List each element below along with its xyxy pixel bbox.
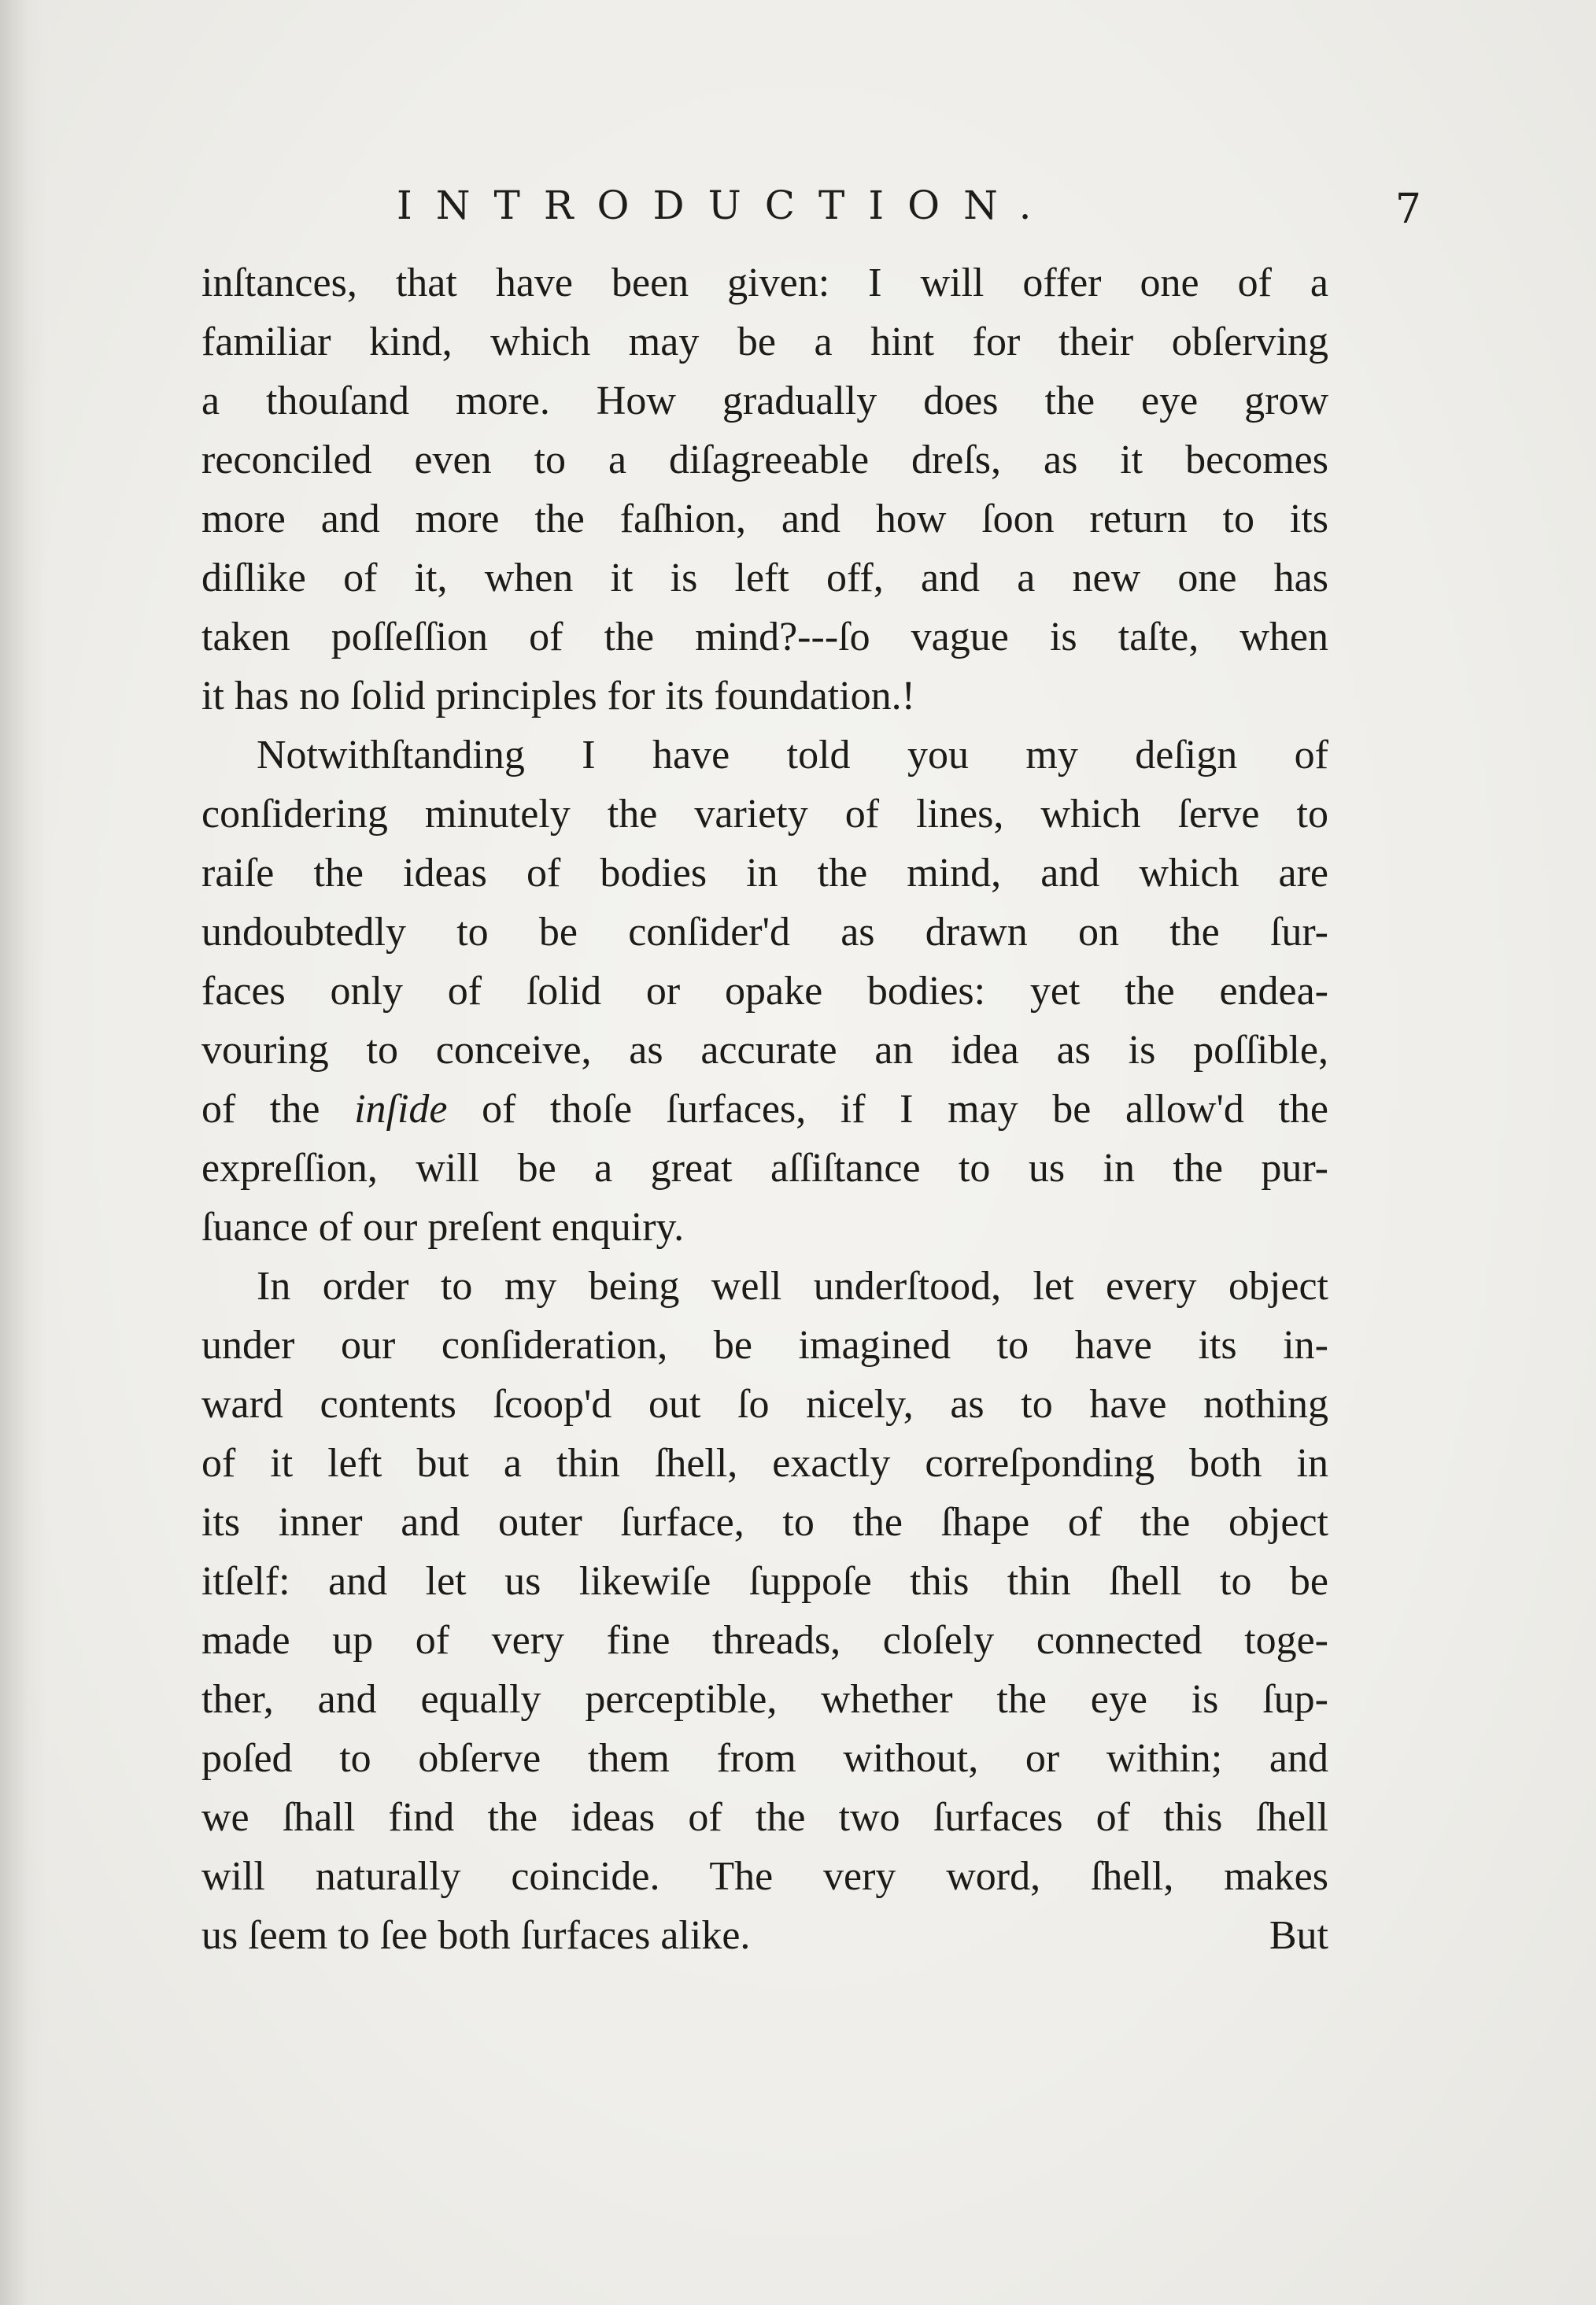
paragraph-2 <box>201 726 1328 1257</box>
text-line: expreſſion, will be a great aſſiſtance to us in the pur- <box>201 1146 1328 1191</box>
running-title: INTRODUCTION. <box>397 183 1055 228</box>
text-line: under our conſideration, be imagined to have its in- <box>201 1323 1328 1368</box>
text-line: familiar kind, which may be a hint for their obſerving <box>201 320 1328 364</box>
text-line: we ſhall find the ideas of the two ſurfaces of this ſhell <box>201 1795 1328 1840</box>
paragraph-3 <box>201 1257 1328 1965</box>
page-number: 7 <box>1395 186 1421 233</box>
paragraph-1 <box>201 253 1328 726</box>
text-line: it has no ſolid principles for its foundation.! <box>201 674 915 718</box>
text-line: reconciled even to a diſagreeable dreſs, as it becomes <box>201 438 1328 482</box>
text-line: conſidering minutely the variety of lines, which ſerve to <box>201 792 1328 837</box>
text-segment: of thoſe ſurfaces, if I may be allow'd the <box>447 1087 1328 1132</box>
text-line: more and more the faſhion, and how ſoon return to its <box>201 497 1328 541</box>
text-line: us ſeem to ſee both ſurfaces alike. <box>201 1913 751 1958</box>
text-line: its inner and outer ſurface, to the ſhape of the object <box>201 1500 1328 1545</box>
text-line: a thouſand more. How gradually does the eye grow <box>201 379 1328 423</box>
catchword: But <box>1269 1913 1328 1958</box>
last-line-with-catchword <box>201 1906 1328 1965</box>
italic-word: inſide <box>354 1087 448 1132</box>
text-line: ther, and equally perceptible, whether the eye is ſup- <box>201 1677 1328 1722</box>
text-segment: of the <box>201 1087 355 1132</box>
text-line: undoubtedly to be conſider'd as drawn on the ſur- <box>201 910 1328 955</box>
text-line: ward contents ſcoop'd out ſo nicely, as to have nothing <box>201 1382 1328 1427</box>
text-line: inſtances, that have been given: I will offer one of a <box>201 260 1328 305</box>
gutter-shadow <box>0 0 47 2305</box>
text-line: vouring to conceive, as accurate an idea as is poſſible, <box>201 1028 1328 1073</box>
text-line: Notwithſtanding I have told you my deſign of <box>257 733 1328 778</box>
body-text <box>201 253 1328 1965</box>
text-line: raiſe the ideas of bodies in the mind, and which are <box>201 851 1328 896</box>
text-line: will naturally coincide. The very word, ſhell, makes <box>201 1854 1328 1899</box>
text-line: ſuance of our preſent enquiry. <box>201 1205 685 1250</box>
text-line: made up of very fine threads, cloſely connected toge- <box>201 1618 1328 1663</box>
text-line: taken poſſeſſion of the mind?---ſo vague is taſte, when <box>201 615 1328 659</box>
text-line-with-italic <box>201 1080 1328 1139</box>
text-line: poſed to obſerve them from without, or within; and <box>201 1736 1328 1781</box>
running-head <box>201 183 1421 246</box>
text-line: itſelf: and let us likewiſe ſuppoſe this thin ſhell to be <box>201 1559 1328 1604</box>
text-line: In order to my being well underſtood, let every object <box>257 1264 1328 1309</box>
text-line: faces only of ſolid or opake bodies: yet the endea- <box>201 969 1328 1014</box>
text-line: diſlike of it, when it is left off, and a new one has <box>201 556 1328 600</box>
text-line: of it left but a thin ſhell, exactly correſponding both in <box>201 1441 1328 1486</box>
